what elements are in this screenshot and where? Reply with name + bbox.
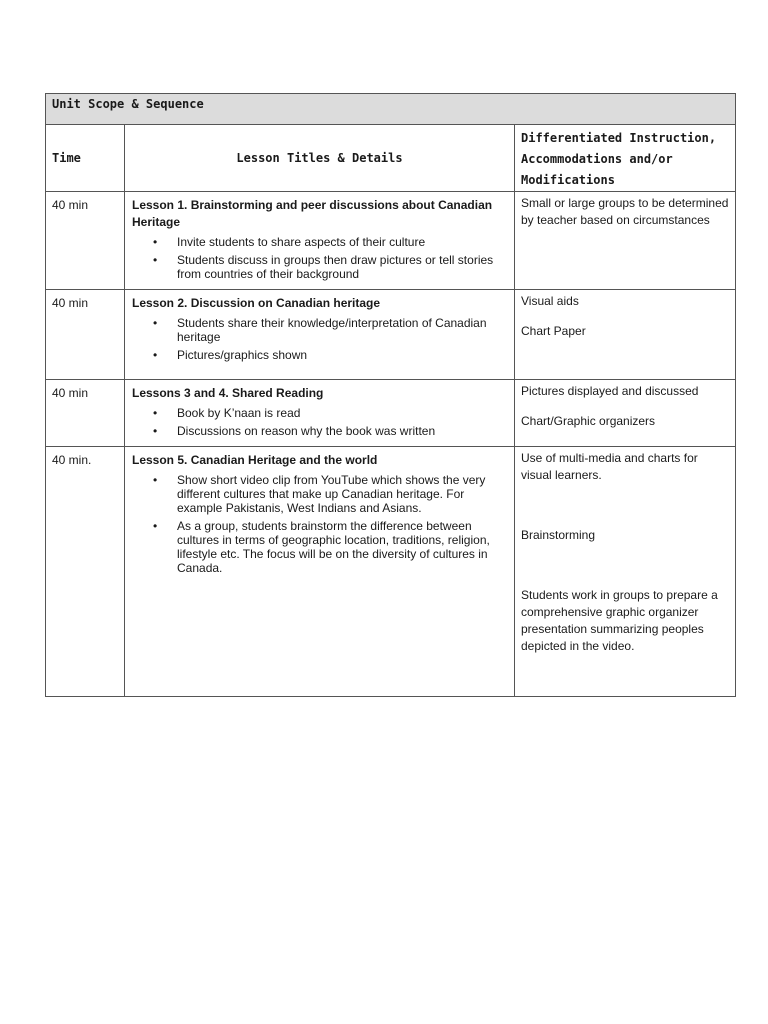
header-diff-line: Differentiated Instruction, — [521, 131, 717, 145]
lesson-bullets — [132, 473, 508, 575]
list-item: • Pictures/graphics shown — [177, 348, 508, 362]
diff-text: Students work in groups to prepare a comprehensive graphic organizer presentation summarizing peoples depicted in the video. — [521, 588, 718, 653]
lesson-title: Lesson 1. Brainstorming and peer discussions about Canadian Heritage — [132, 198, 493, 229]
lesson-title: Lesson 2. Discussion on Canadian heritage — [132, 296, 381, 310]
header-time: Time — [46, 125, 125, 192]
header-lesson-titles: Lesson Titles & Details — [125, 125, 515, 192]
list-item: • As a group, students brainstorm the difference between cultures in terms of geographic location, traditions, religion, lifestyle etc. The focus will be on the diversity of cultures in Canada. — [177, 519, 508, 575]
time-cell: 40 min — [46, 380, 125, 447]
lesson-cell — [125, 380, 515, 447]
header-differentiated — [515, 125, 736, 192]
time-cell: 40 min. — [46, 447, 125, 697]
list-item: • Discussions on reason why the book was written — [177, 424, 508, 438]
diff-text: Visual aids — [521, 294, 579, 308]
diff-text: Chart Paper — [521, 324, 586, 338]
diff-cell — [515, 192, 736, 290]
diff-text: Pictures displayed and discussed — [521, 384, 699, 398]
diff-text: Chart/Graphic organizers — [521, 414, 656, 428]
diff-cell — [515, 447, 736, 697]
table-title: Unit Scope & Sequence — [46, 94, 736, 125]
header-diff-line: Accommodations and/or — [521, 152, 673, 166]
table-row — [46, 192, 736, 290]
diff-text: Small or large groups to be determined by teacher based on circumstances — [521, 196, 729, 227]
header-row — [46, 125, 736, 192]
list-item: • Book by K’naan is read — [177, 406, 508, 420]
diff-text: Brainstorming — [521, 528, 596, 542]
table-row — [46, 380, 736, 447]
diff-cell — [515, 380, 736, 447]
title-row — [46, 94, 736, 125]
lesson-cell — [125, 192, 515, 290]
lesson-bullets — [132, 316, 508, 362]
lesson-title: Lessons 3 and 4. Shared Reading — [132, 386, 324, 400]
table-row — [46, 447, 736, 697]
lesson-bullets — [132, 406, 508, 438]
list-item: • Invite students to share aspects of their culture — [177, 235, 508, 249]
header-diff-line: Modifications — [521, 173, 615, 187]
time-cell: 40 min — [46, 192, 125, 290]
diff-cell — [515, 290, 736, 380]
list-item: • Show short video clip from YouTube which shows the very different cultures that make up Canadian heritage. For example Pakistanis, West Indians and Asians. — [177, 473, 508, 515]
lesson-cell — [125, 447, 515, 697]
lesson-title: Lesson 5. Canadian Heritage and the world — [132, 453, 378, 467]
unit-scope-table — [45, 93, 736, 697]
list-item: • Students discuss in groups then draw pictures or tell stories from countries of their background — [177, 253, 508, 281]
time-cell: 40 min — [46, 290, 125, 380]
lesson-bullets — [132, 235, 508, 281]
table-row — [46, 290, 736, 380]
diff-text: Use of multi-media and charts for visual learners. — [521, 451, 698, 482]
lesson-cell — [125, 290, 515, 380]
list-item: • Students share their knowledge/interpretation of Canadian heritage — [177, 316, 508, 344]
